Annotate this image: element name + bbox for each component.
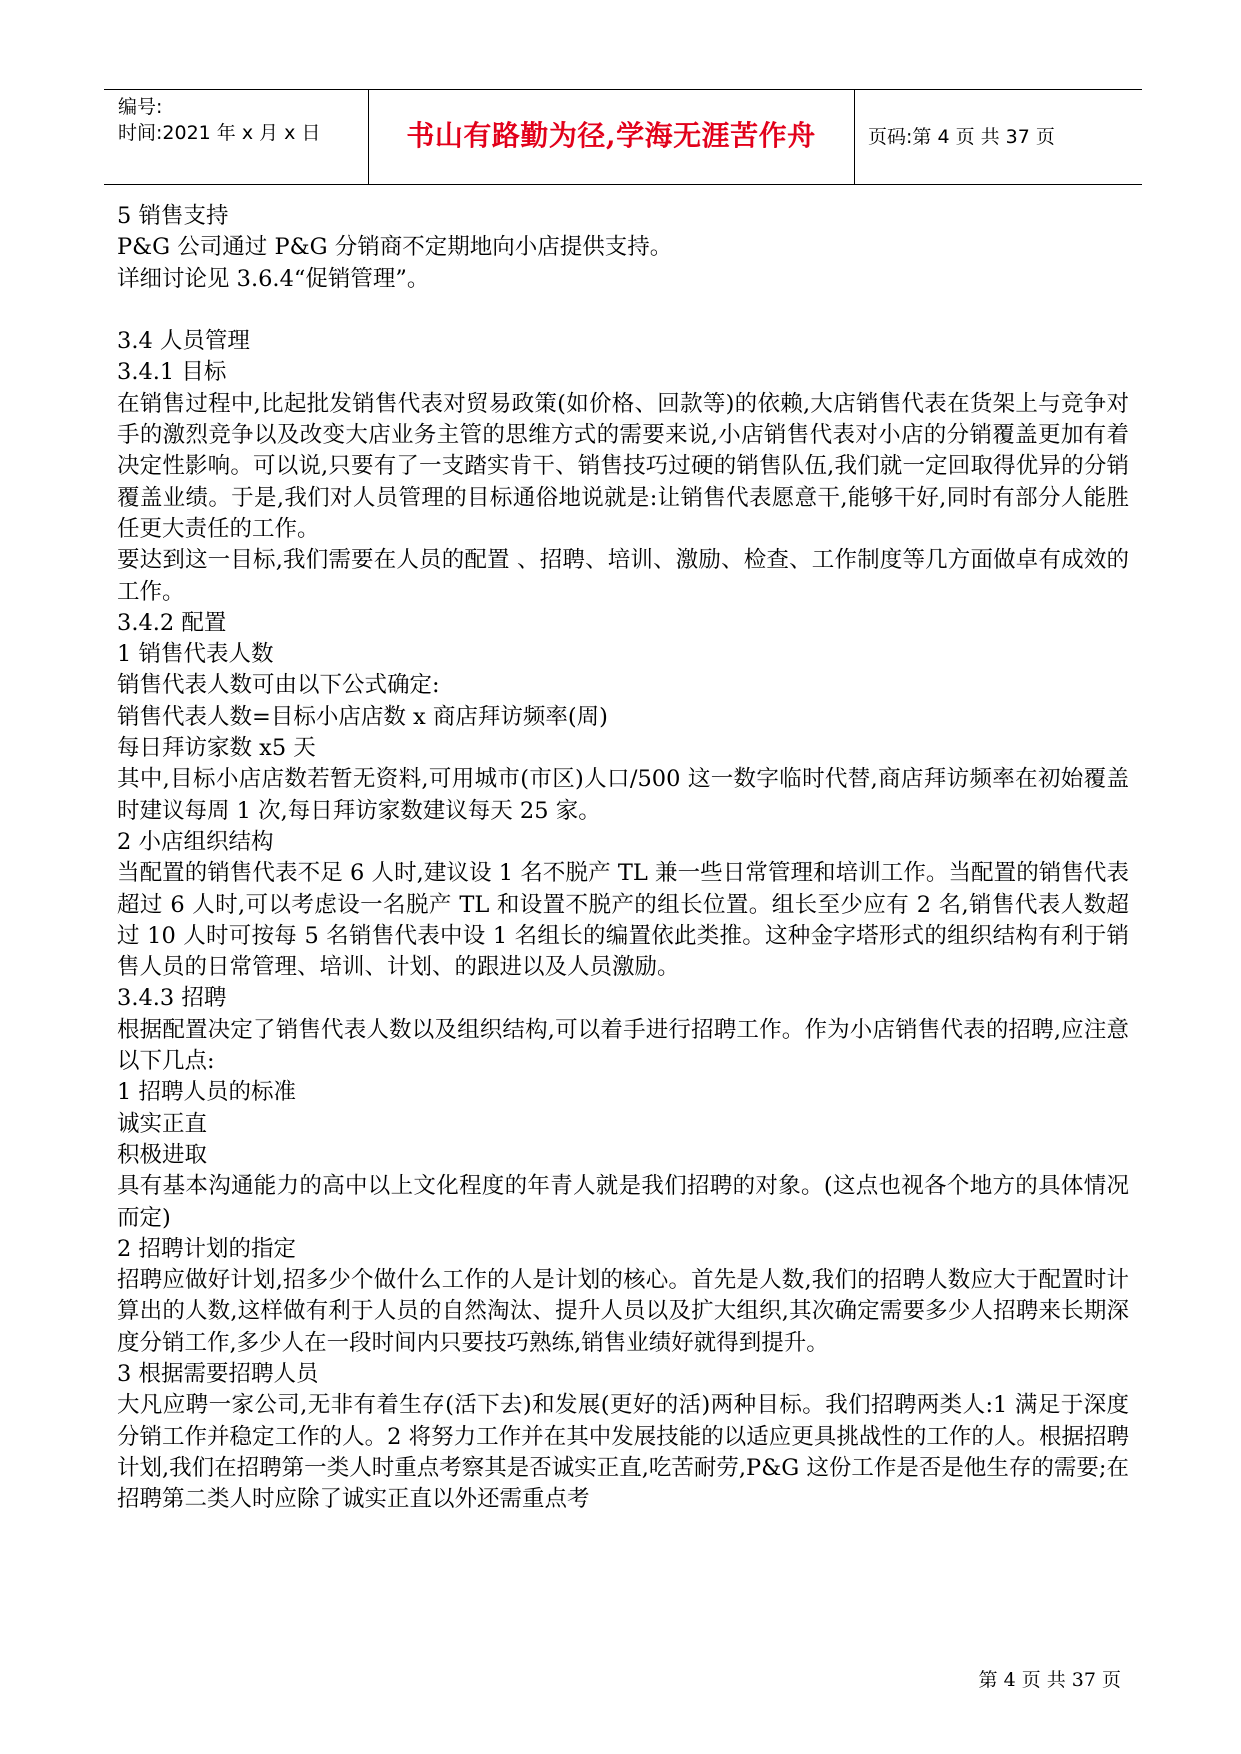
document-time-label: 时间:2021 年 x 月 x 日 <box>118 122 321 144</box>
paragraph: 在销售过程中,比起批发销售代表对贸易政策(如价格、回款等)的依赖,大店销售代表在货架上与竞争对手的激烈竞争以及改变大店业务主管的思维方式的需要来说,小店销售代表对小店的分销覆盖更加有着决定性影响。可以说,只要有了一支踏实肯干、销售技巧过硬的销售队伍,我们就一定回取得优异的分销覆盖业绩。于是,我们对人员管理的目标通俗地说就是:让销售代表愿意干,能够干好,同时有部分人能胜任更大责任的工作。 <box>117 390 1129 542</box>
paragraph: 招聘应做好计划,招多少个做什么工作的人是计划的核心。首先是人数,我们的招聘人数应大于配置时计算出的人数,这样做有利于人员的自然淘汰、提升人员以及扩大组织,其次确定需要多少人招聘来长期深度分销工作,多少人在一段时间内只要技巧熟练,销售业绩好就得到提升。 <box>117 1267 1129 1356</box>
paragraph: 积极进取 <box>117 1141 208 1168</box>
paragraph: 根据配置决定了销售代表人数以及组织结构,可以着手进行招聘工作。作为小店销售代表的招聘,应注意以下几点: <box>117 1016 1129 1075</box>
paragraph: 2 招聘计划的指定 <box>117 1235 296 1262</box>
paragraph: P&G 公司通过 P&G 分销商不定期地向小店提供支持。 <box>117 234 673 261</box>
header-motto: 书山有路勤为径,学海无涯苦作舟 <box>406 119 816 152</box>
subsection-heading: 3.4.1 目标 <box>117 359 227 386</box>
paragraph: 当配置的销售代表不足 6 人时,建议设 1 名不脱产 TL 兼一些日常管理和培训工作。当配置的销售代表超过 6 人时,可以考虑设一名脱产 TL 和设置不脱产的组长位置。组长至少应有 2 名,销售代表人数超过 10 人时可按每 5 名销售代表中设 1 名组长的编置依此类推。这种金字塔形式的组织结构有利于销售人员的日常管理、培训、计划、的跟进以及人员激励。 <box>117 860 1129 981</box>
paragraph: 1 销售代表人数 <box>117 641 274 668</box>
paragraph: 5 销售支持 <box>117 203 229 229</box>
formula-line: 每日拜访家数 x5 天 <box>117 735 316 762</box>
subsection-heading: 3.4.3 招聘 <box>117 985 227 1012</box>
paragraph: 其中,目标小店店数若暂无资料,可用城市(市区)人口/500 这一数字临时代替,商店拜访频率在初始覆盖时建议每周 1 次,每日拜访家数建议每天 25 家。 <box>117 766 1129 824</box>
paragraph: 详细讨论见 3.6.4“促销管理”。 <box>117 265 430 292</box>
page-footer: 第 4 页 共 37 页 <box>978 1669 1121 1691</box>
paragraph: 1 招聘人员的标准 <box>117 1079 296 1106</box>
document-number-label: 编号: <box>118 96 163 118</box>
header-page-number: 页码:第 4 页 共 37 页 <box>868 126 1055 148</box>
paragraph: 具有基本沟通能力的高中以上文化程度的年青人就是我们招聘的对象。(这点也视各个地方的具体情况而定) <box>117 1173 1129 1231</box>
paragraph: 大凡应聘一家公司,无非有着生存(活下去)和发展(更好的活)两种目标。我们招聘两类人:1 满足于深度分销工作并稳定工作的人。2 将努力工作并在其中发展技能的以适应更具挑战性的工作的人。根据招聘计划,我们在招聘第一类人时重点考察其是否诚实正直,吃苦耐劳,P&G 这份工作是否是他生存的需要;在招聘第二类人时应除了诚实正直以外还需重点考 <box>117 1392 1129 1513</box>
document-body <box>117 201 1129 1515</box>
subsection-heading: 3.4.2 配置 <box>117 609 227 636</box>
formula-line: 销售代表人数=目标小店店数 x 商店拜访频率(周) <box>117 703 608 730</box>
header-page-cell <box>854 90 1142 184</box>
paragraph: 2 小店组织结构 <box>117 828 274 855</box>
document-header <box>104 89 1142 185</box>
paragraph: 诚实正直 <box>117 1110 208 1137</box>
blank-line <box>117 295 1129 326</box>
paragraph: 销售代表人数可由以下公式确定: <box>117 672 440 699</box>
paragraph: 3 根据需要招聘人员 <box>117 1360 319 1387</box>
header-motto-cell <box>368 90 855 184</box>
paragraph: 要达到这一目标,我们需要在人员的配置 、招聘、培训、激励、检查、工作制度等几方面做卓有成效的工作。 <box>117 547 1129 605</box>
section-heading: 3.4 人员管理 <box>117 328 250 355</box>
header-meta-cell <box>104 90 369 184</box>
